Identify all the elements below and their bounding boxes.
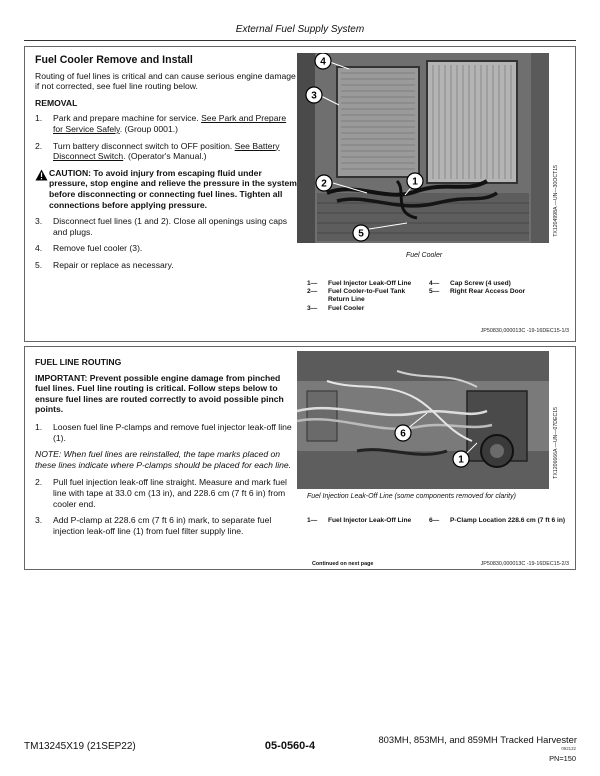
callout-label: 1 xyxy=(458,454,464,466)
section-title: Fuel Cooler Remove and Install xyxy=(35,54,193,66)
step-item xyxy=(35,216,297,237)
callout-5 xyxy=(353,225,369,241)
step-number: 1. xyxy=(35,113,43,124)
callout-4 xyxy=(315,53,331,69)
figure-side-code: TX1204998A —UN—30OCT15 xyxy=(553,165,559,237)
step-number: 4. xyxy=(35,243,43,254)
legend-key: 4— xyxy=(429,280,440,287)
reference-code: JP50830,000013C -19-16DEC15-2/3 xyxy=(480,561,569,567)
step-text: Pull fuel injection leak-off line straight. Measure and mark fuel line with tape at 33.0 cm (13 in), and 228.6 cm (7 ft 6 in) from cooler end. xyxy=(53,477,287,509)
callout-6 xyxy=(395,425,411,441)
legend-text: Fuel Cooler xyxy=(328,304,365,312)
legend-text: P-Clamp Location 228.6 cm (7 ft 6 in) xyxy=(450,517,566,524)
step-text: Add P-clamp at 228.6 cm (7 ft 6 in) mark, to separate fuel injection leak-off line (1) from fuel filter supply line. xyxy=(53,515,272,536)
step-item xyxy=(35,141,297,162)
legend-key: 5— xyxy=(429,288,440,296)
footer-date-code: 092122 xyxy=(561,746,576,751)
legend-text: Fuel Injector Leak-Off Line xyxy=(328,517,412,524)
fuel-injection-leak-off-photo xyxy=(297,351,549,489)
footer-pn: PN=150 xyxy=(549,754,576,763)
fuel-line-routing-text-column xyxy=(35,353,297,542)
legend-item xyxy=(307,517,440,525)
step-text: Loosen fuel line P-clamps and remove fuel injector leak-off line (1). xyxy=(53,421,292,443)
caution-block xyxy=(35,168,297,210)
legend-item xyxy=(307,305,427,313)
legend-key: 3— xyxy=(307,304,318,312)
step-number: 5. xyxy=(35,259,43,270)
fuel-line-routing-section xyxy=(24,346,576,570)
step-item xyxy=(35,422,297,443)
figure-caption: Fuel Injection Leak-Off Line (some components removed for clarity) xyxy=(307,493,516,500)
step-text: Park and prepare machine for service. xyxy=(53,113,202,124)
legend-item xyxy=(429,517,569,525)
step-text-after: . (Group 0001.) xyxy=(119,123,178,134)
legend-text: Right Rear Access Door xyxy=(450,288,526,296)
step-item xyxy=(35,477,297,509)
removal-heading: REMOVAL xyxy=(35,97,78,108)
fuel-cooler-section xyxy=(24,46,576,342)
callout-2 xyxy=(316,175,332,191)
section-title: FUEL LINE ROUTING xyxy=(35,357,122,367)
callout-label: 6 xyxy=(400,428,406,440)
figure-legend-left xyxy=(307,517,440,525)
figure-caption: Fuel Cooler xyxy=(406,252,443,259)
legend-text: Fuel Injector Leak-Off Line xyxy=(328,280,412,287)
step-number: 1. xyxy=(35,421,43,432)
step-text: Turn battery disconnect switch to OFF position. xyxy=(53,140,235,151)
fuel-cooler-photo xyxy=(297,53,549,243)
legend-item xyxy=(307,280,427,288)
step-item xyxy=(35,515,297,536)
callout-label: 1 xyxy=(412,176,418,188)
step-item xyxy=(35,243,297,254)
step-text: Repair or replace as necessary. xyxy=(53,259,174,270)
note-block: NOTE: When fuel lines are reinstalled, the tape marks placed on these lines indicate where P-clamps should be placed for each line. xyxy=(35,449,292,470)
legend-item xyxy=(429,288,569,296)
callout-label: 5 xyxy=(358,228,364,240)
legend-key: 6— xyxy=(429,517,440,524)
important-block: IMPORTANT: Prevent possible engine damage from pinched fuel lines. Fuel line routing is critical. Follow steps below to ensure fuel lines are routed correctly to avoid possible pinch points. xyxy=(35,372,284,415)
header-rule xyxy=(24,40,576,41)
legend-text: Fuel Cooler-to-Fuel Tank Return Line xyxy=(328,288,406,304)
figure-legend-left xyxy=(307,280,427,313)
page-header-title: External Fuel Supply System xyxy=(235,24,365,35)
intro-paragraph: Routing of fuel lines is critical and can cause serious engine damage if not corrected, see fuel line routing below. xyxy=(35,70,296,92)
step-text-after: . (Operator's Manual.) xyxy=(123,151,207,162)
footer-document-id: TM13245X19 (21SEP22) xyxy=(24,741,136,752)
step-number: 3. xyxy=(35,216,43,227)
callout-label: 3 xyxy=(311,90,317,102)
figure-legend-right xyxy=(429,517,569,525)
legend-key: 1— xyxy=(307,517,318,524)
reference-code: JP50830,000013C -19-16DEC15-1/3 xyxy=(480,328,569,334)
callout-1 xyxy=(453,451,469,467)
step-text: Remove fuel cooler (3). xyxy=(53,243,143,254)
step-number: 3. xyxy=(35,515,43,526)
fuel-cooler-text-column xyxy=(35,55,297,277)
caution-text: CAUTION: To avoid injury from escaping fluid under pressure, stop engine and relieve the pressure in the system before disconnecting or connecting fuel lines. Tighten all connections before applying pressure. xyxy=(49,167,297,210)
callout-label: 2 xyxy=(321,178,327,190)
step-item xyxy=(35,260,297,271)
step-number: 2. xyxy=(35,477,43,488)
figure-side-code: TX1206666A —UN—07DEC15 xyxy=(553,407,559,479)
warning-triangle-icon xyxy=(35,169,48,181)
legend-item xyxy=(307,288,427,304)
legend-text: Cap Screw (4 used) xyxy=(450,280,511,287)
callout-3 xyxy=(306,87,322,103)
park-prepare-link[interactable]: See Park and Prepare for Service Safely xyxy=(53,113,287,134)
footer-model: 803MH, 853MH, and 859MH Tracked Harvester xyxy=(378,734,577,745)
legend-key: 2— xyxy=(307,288,318,296)
callout-label: 4 xyxy=(320,56,326,68)
callout-1 xyxy=(407,173,423,189)
step-text: Disconnect fuel lines (1 and 2). Close all openings using caps and plugs. xyxy=(53,216,288,237)
step-item xyxy=(35,113,297,134)
footer-page-number: 05-0560-4 xyxy=(264,740,316,752)
legend-item xyxy=(429,280,569,288)
continued-label: Continued on next page xyxy=(312,561,374,567)
step-number: 2. xyxy=(35,140,43,151)
battery-disconnect-link[interactable]: See Battery Disconnect Switch xyxy=(53,140,280,162)
legend-key: 1— xyxy=(307,280,318,287)
figure-legend-right xyxy=(429,280,569,296)
